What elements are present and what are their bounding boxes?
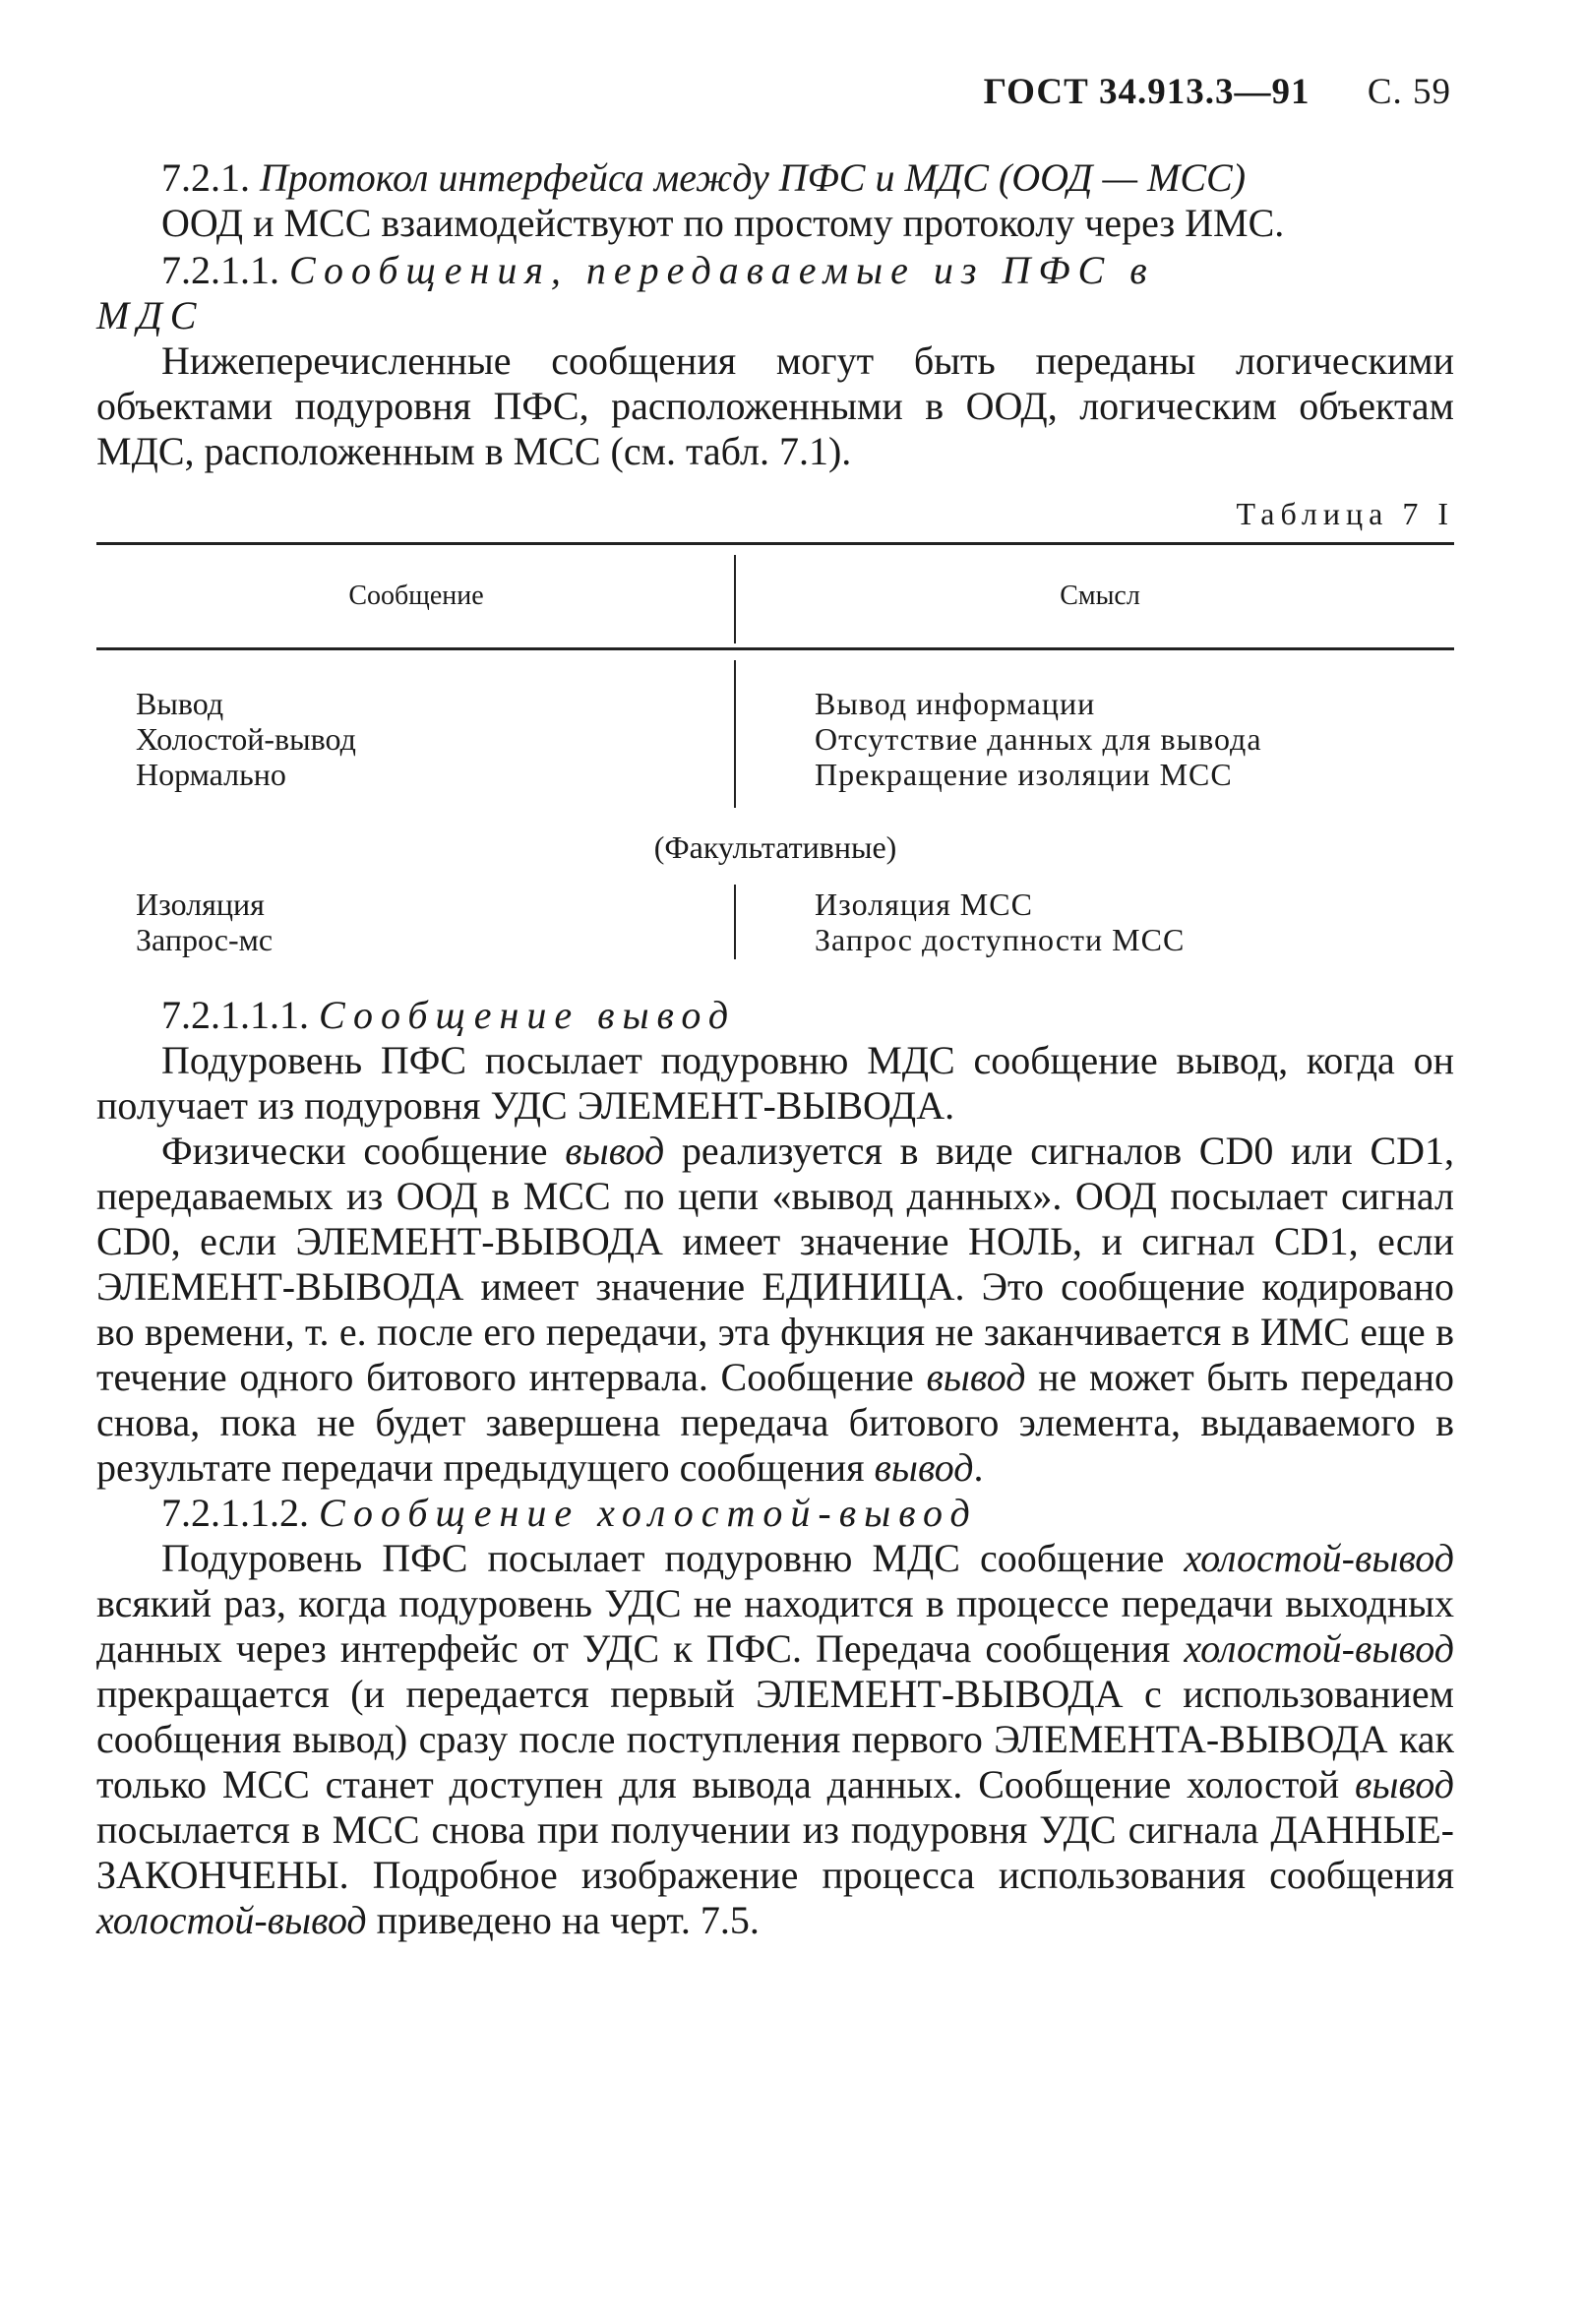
section-7-2-1-1-1-para2 <box>96 1129 1454 1491</box>
term-emphasis: вывод <box>874 1445 974 1490</box>
table-cell: Изоляция <box>136 887 265 922</box>
section-number: 7.2.1.1.2. <box>161 1491 309 1535</box>
table-header <box>96 545 1454 647</box>
column-divider <box>734 660 736 808</box>
text-run: всякий раз, когда подуровень УДС не находится в процессе передачи выходных данных через интерфейс от УДС к ПФС. Передача сообщения <box>96 1581 1454 1671</box>
message-column <box>136 686 356 792</box>
section-title: Сообщение вывод <box>319 993 737 1037</box>
text-run: реализуется в виде сигналов CD0 или CD1, передаваемых из ООД в МСС по цепи «вывод данных». ООД посылает сигнал CD0, если ЭЛЕМЕНТ-ВЫВОДА имеет значение НОЛЬ, и сигнал CD1, если ЭЛЕМЕНТ-ВЫВОДА имеет значение ЕДИНИЦА. Это сообщение кодировано во времени, т. е. после его передачи, эта функция не заканчивается в ИМС еще в течение одного битового интервала. Сообщение <box>96 1129 1455 1399</box>
table-cell: Нормально <box>136 757 286 792</box>
section-title: Сообщение холостой-вывод <box>319 1491 978 1535</box>
table-cell: Запрос-мс <box>136 922 274 957</box>
section-title-line1: Сообщения, передаваемые из ПФС в <box>289 248 1155 292</box>
message-column <box>136 887 273 957</box>
section-title: Протокол интерфейса между ПФС и МДС (ООД — МСС) <box>260 155 1247 200</box>
meaning-column <box>815 686 1262 792</box>
section-number: 7.2.1.1.1. <box>161 993 309 1037</box>
section-7-2-1-text: ООД и МСС взаимодействуют по простому протоколу через ИМС. <box>161 201 1285 245</box>
table-7-1 <box>96 542 1454 981</box>
text-run: приведено на черт. 7.5. <box>366 1898 760 1942</box>
term-emphasis: вывод <box>1355 1762 1454 1806</box>
standard-number: ГОСТ 34.913.3—91 <box>983 72 1311 112</box>
section-7-2-1-1-1-para1: Подуровень ПФС посылает подуровню МДС сообщение вывод, когда он получает из подуровня УДС ЭЛЕМЕНТ-ВЫВОДА. <box>96 1038 1454 1128</box>
text-run: прекращается (и передается первый ЭЛЕМЕНТ-ВЫВОДА с использованием сообщения вывод) сразу после поступления первого ЭЛЕМЕНТА-ВЫВОДА как только МСС станет доступен для вывода данных. Сообщение холостой <box>96 1672 1454 1806</box>
table-cell: Прекращение изоляции МСС <box>815 757 1233 792</box>
table-cell: Отсутствие данных для вывода <box>815 721 1262 757</box>
optional-group-label: (Факультативные) <box>653 829 897 865</box>
table-cell: Запрос доступности МСС <box>815 922 1186 957</box>
term-emphasis: холостой-вывод <box>1184 1536 1454 1580</box>
table-cell: Холостой-вывод <box>136 721 356 757</box>
section-7-2-1-1-heading-cont <box>96 293 1454 338</box>
term-emphasis: холостой-вывод <box>1184 1626 1454 1671</box>
section-number: 7.2.1. <box>161 155 250 200</box>
text-run: Подуровень ПФС посылает подуровню МДС сообщение <box>161 1536 1185 1580</box>
meaning-column <box>815 887 1185 957</box>
section-7-2-1-1-heading <box>96 248 1454 293</box>
section-7-2-1-1-text: Нижеперечисленные сообщения могут быть переданы логическими объектами подуровня ПФС, расположенными в ООД, логическим объектам МДС, расположенным в МСС (см. табл. 7.1). <box>96 338 1454 473</box>
table-caption: Таблица 7 I <box>1236 496 1454 531</box>
text-run: . <box>973 1445 984 1490</box>
page-number: С. 59 <box>1367 72 1451 112</box>
section-7-2-1-1-1-heading <box>96 993 1454 1038</box>
text-run: Физически сообщение <box>161 1129 566 1173</box>
page-content <box>96 155 1454 1943</box>
section-number: 7.2.1.1. <box>161 248 279 292</box>
table-cell: Изоляция МСС <box>815 887 1033 922</box>
section-7-2-1-1-2-heading <box>96 1491 1454 1536</box>
section-7-2-1-heading <box>96 155 1454 201</box>
section-title-line2: МДС <box>96 293 205 337</box>
page-header <box>984 71 1451 113</box>
term-emphasis: вывод <box>926 1355 1026 1399</box>
section-7-2-1-1-2-para <box>96 1536 1454 1943</box>
header-meaning: Смысл <box>1060 581 1140 611</box>
text-run: посылается в МСС снова при получении из подуровня УДС сигнала ДАННЫЕ-ЗАКОНЧЕНЫ. Подробное изображение процесса использования сообщения <box>96 1807 1454 1897</box>
text-run: не может быть передано снова, пока не будет завершена передача битового элемента, выдаваемого в результате передачи предыдущего сообщения <box>96 1355 1455 1490</box>
term-emphasis: вывод <box>565 1129 665 1173</box>
table-cell: Вывод <box>136 686 224 721</box>
term-emphasis: холостой-вывод <box>96 1898 367 1942</box>
column-divider <box>734 885 736 959</box>
header-message: Сообщение <box>348 581 484 611</box>
table-body <box>96 650 1454 981</box>
table-cell: Вывод информации <box>815 686 1096 721</box>
